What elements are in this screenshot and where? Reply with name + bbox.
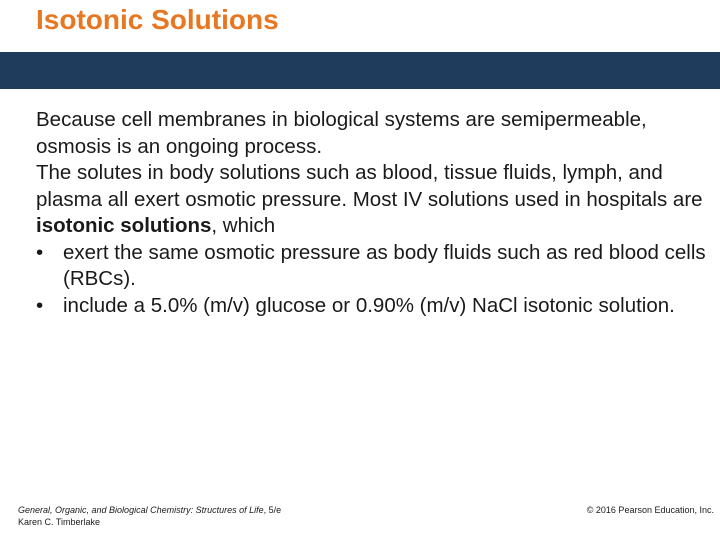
slide-title: Isotonic Solutions (36, 4, 279, 35)
footer-book-title: General, Organic, and Biological Chemistry: Structures of Life (18, 505, 264, 515)
header-bar (0, 52, 720, 89)
bullet-text: include a 5.0% (m/v) glucose or 0.90% (m/v) NaCl isotonic solution. (63, 293, 675, 317)
bullet-text: exert the same osmotic pressure as body fluids such as red blood cells (RBCs). (63, 240, 706, 290)
footer-citation (18, 504, 281, 528)
slide-body (36, 107, 712, 319)
bullet-list (36, 240, 712, 320)
bullet-icon: • (36, 240, 44, 264)
isotonic-solutions-term: isotonic solutions (36, 214, 212, 237)
footer-author: Karen C. Timberlake (18, 517, 101, 527)
paragraph-solutes-end: , which (211, 214, 276, 237)
bullet-icon: • (36, 293, 44, 317)
paragraph-osmosis: Because cell membranes in biological systems are semipermeable, osmosis is an ongoing process. (36, 108, 647, 158)
footer-copyright: © 2016 Pearson Education, Inc. (586, 505, 714, 515)
footer-edition: , 5/e (263, 505, 282, 515)
footer-book-line (18, 504, 281, 516)
list-item (36, 293, 712, 320)
list-item (36, 240, 712, 293)
paragraph-solutes-text: The solutes in body solutions such as blood, tissue fluids, lymph, and plasma all exert osmotic pressure. Most IV solutions used in hospitals are (36, 161, 703, 211)
paragraph-solutes (36, 160, 712, 240)
